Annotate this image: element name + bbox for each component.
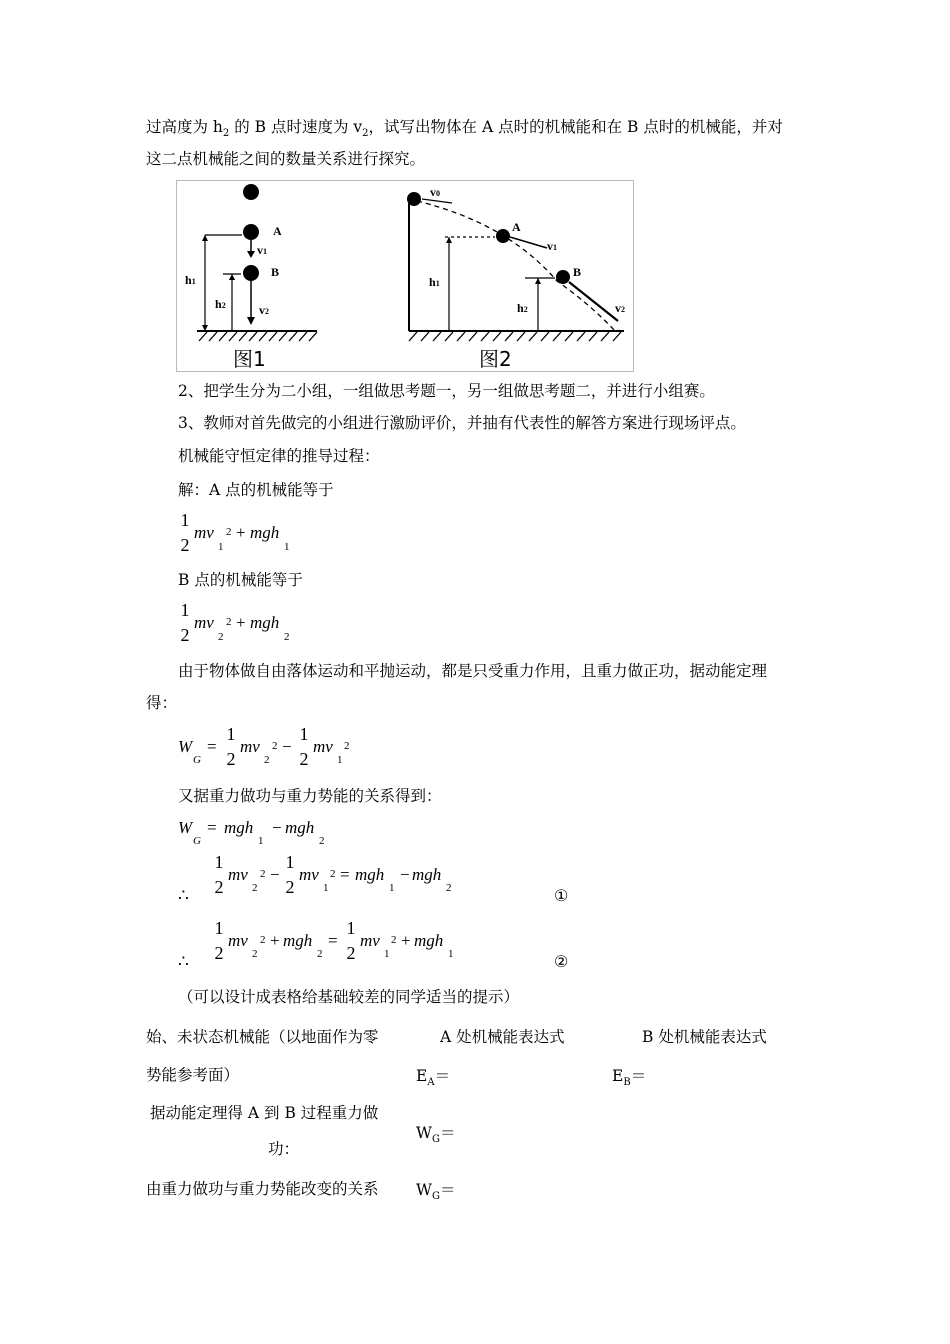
relation-paragraph: 又据重力做功与重力势能的关系得到：	[178, 787, 442, 805]
ball-a	[243, 224, 259, 240]
solution-b-text: B 点的机械能等于	[178, 571, 303, 589]
eb-cell: $E_B=$	[612, 1067, 647, 1088]
ball-b	[243, 265, 259, 281]
step-2: 2、把学生分为二小组，一组做思考题一，另一组做思考题二，并进行小组赛。	[178, 382, 715, 400]
theorem-paragraph-1: 由于物体做自由落体运动和平抛运动，都是只受重力作用，且重力做正功，据动能定理	[178, 662, 768, 680]
table-col2-header: A 处机械能表达式	[440, 1028, 565, 1046]
figure-2-caption: 图2	[479, 347, 512, 371]
label-a-2: A	[512, 220, 521, 234]
label-h2: h2	[215, 297, 226, 311]
table-row3: 由重力做功与重力势能改变的关系	[146, 1180, 379, 1198]
table-col1-line2: 势能参考面）	[146, 1066, 240, 1084]
table-col3-header: B 处机械能表达式	[642, 1028, 767, 1046]
formula-wg-kinetic: W G = 1 2 mv 2 2 − 1 2 mv 1 2	[178, 724, 350, 769]
ball-a-2	[496, 229, 510, 243]
formula-wg-potential: W G = mgh 1 − mgh 2	[178, 818, 325, 847]
theorem-paragraph-2: 得：	[146, 694, 178, 712]
label-v1: v1	[257, 243, 267, 257]
label-h1: h1	[185, 273, 196, 287]
formula-ea: 1 2 mv 1 2 + mgh 1	[180, 510, 290, 555]
wg-cell-1: $W_G=$	[416, 1124, 456, 1145]
label-h1-2: h1	[429, 275, 440, 289]
label-v1-2: v1	[547, 239, 557, 253]
wg-cell-2: $W_G=$	[416, 1181, 456, 1202]
derivation-title: 机械能守恒定律的推导过程：	[178, 447, 380, 465]
label-h2-2: h2	[517, 301, 528, 315]
ea-cell: $E_A=$	[416, 1067, 451, 1088]
physics-figure	[176, 180, 634, 372]
figure-1-free-fall	[197, 184, 317, 341]
label-b-2: B	[573, 265, 582, 279]
label-v2-2: v2	[615, 301, 625, 315]
intro-line-2: 这二点机械能之间的数量关系进行探究。	[146, 150, 426, 168]
figure-1-caption: 图1	[233, 347, 266, 371]
ball-top	[243, 184, 259, 200]
ball-b-2	[556, 270, 570, 284]
label-a: A	[273, 224, 282, 238]
ball-start	[407, 192, 421, 206]
equation-1: ∴ 1 2 mv 2 2 − 1 2 mv 1 2 = mgh 1 − mgh 2 ①	[178, 852, 569, 905]
equation-2: ∴ 1 2 mv 2 2 + mgh 2 = 1 2 mv 1 2 + mgh 1 ②	[178, 918, 569, 971]
intro-line-1: 过高度为 $h_2$ 的 B 点时速度为 $v_2$，试写出物体在 A 点时的机械能和在 B 点时的机械能，并对	[146, 118, 783, 139]
label-v0: v0	[430, 185, 440, 199]
label-v2: v2	[259, 303, 269, 317]
table-row2-line1: 据动能定理得 A 到 B 过程重力做	[150, 1104, 379, 1122]
figure-2-projectile	[407, 192, 624, 341]
solution-a-text: 解：A 点的机械能等于	[178, 481, 334, 499]
hint-text: （可以设计成表格给基础较差的同学适当的提示）	[178, 988, 520, 1006]
formula-eb: 1 2 mv 2 2 + mgh 2	[180, 600, 290, 645]
table-col1-line1: 始、未状态机械能（以地面作为零	[146, 1028, 379, 1046]
table-row2-line2: 功：	[268, 1140, 300, 1158]
step-3: 3、教师对首先做完的小组进行激励评价，并抽有代表性的解答方案进行现场评点。	[178, 414, 746, 432]
label-b: B	[271, 265, 280, 279]
